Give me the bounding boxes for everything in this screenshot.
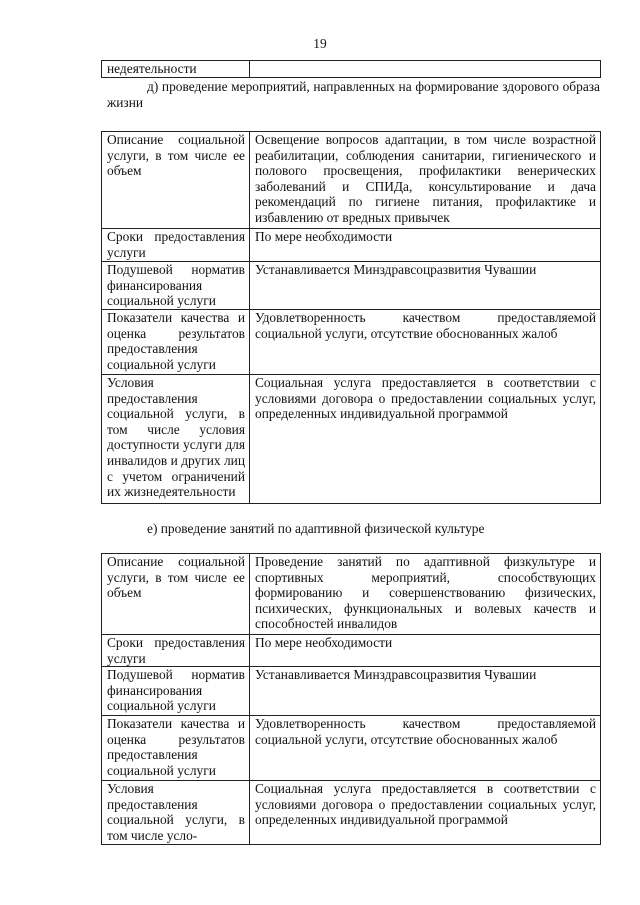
section-d-table bbox=[101, 131, 601, 504]
continuation-table bbox=[101, 60, 601, 78]
row-label: Условия предоставления социальной услуги, в том числе усло- bbox=[102, 781, 250, 844]
section-d-title: д) проведение мероприятий, направленных на формирование здорового образа жизни bbox=[107, 79, 600, 110]
row-label: Показатели качества и оценка результатов предоставления социальной услуги bbox=[102, 310, 250, 375]
row-label: Описание социальной услуги, в том числе ее объем bbox=[102, 132, 250, 229]
table-row bbox=[102, 310, 601, 375]
row-label: Сроки предоставления услуги bbox=[102, 635, 250, 667]
table-row bbox=[102, 716, 601, 781]
section-e-title: е) проведение занятий по адаптивной физической культуре bbox=[147, 521, 485, 536]
row-value: Удовлетворенность качеством предоставляемой социальной услуги, отсутствие обоснованных жалоб bbox=[250, 310, 601, 375]
row-label: Условия предоставления социальной услуги, в том числе условия доступности услуги для инвалидов и других лиц с учетом ограничений их жизнедеятельности bbox=[102, 375, 250, 504]
table-row bbox=[102, 635, 601, 667]
row-label: Подушевой норматив финансирования социальной услуги bbox=[102, 262, 250, 310]
row-value: Освещение вопросов адаптации, в том числе возрастной реабилитации, соблюдения санитарии, гигиенического и полового просвещения, профилактики венерических заболеваний и СПИДа, консультирование и дача рекомендаций по гигиене питания, профилактике и избавлению от вредных привычек bbox=[250, 132, 601, 229]
row-value bbox=[250, 61, 601, 78]
row-value: Проведение занятий по адаптивной физкультуре и спортивных мероприятий, способствующих формированию и совершенствованию физических, психических, функциональных и волевых качеств и способностей инвалидов bbox=[250, 554, 601, 635]
row-label: Показатели качества и оценка результатов предоставления социальной услуги bbox=[102, 716, 250, 781]
table-row bbox=[102, 554, 601, 635]
row-label: недеятельности bbox=[102, 61, 250, 78]
row-label: Подушевой норматив финансирования социальной услуги bbox=[102, 667, 250, 716]
table-row bbox=[102, 375, 601, 504]
row-label: Описание социальной услуги, в том числе ее объем bbox=[102, 554, 250, 635]
table-row bbox=[102, 262, 601, 310]
row-label: Сроки предоставления услуги bbox=[102, 229, 250, 262]
table-row bbox=[102, 781, 601, 844]
table-row bbox=[102, 61, 601, 78]
page-number: 19 bbox=[313, 36, 327, 51]
row-value: По мере необходимости bbox=[250, 229, 601, 262]
row-value: По мере необходимости bbox=[250, 635, 601, 667]
table-row bbox=[102, 132, 601, 229]
row-value: Социальная услуга предоставляется в соответствии с условиями договора о предоставлении социальных услуг, определенных индивидуальной программой bbox=[250, 781, 601, 844]
table-row bbox=[102, 229, 601, 262]
row-value: Удовлетворенность качеством предоставляемой социальной услуги, отсутствие обоснованных жалоб bbox=[250, 716, 601, 781]
table-row bbox=[102, 667, 601, 716]
row-value: Устанавливается Минздравсоцразвития Чувашии bbox=[250, 262, 601, 310]
row-value: Устанавливается Минздравсоцразвития Чувашии bbox=[250, 667, 601, 716]
section-e-table bbox=[101, 553, 601, 845]
row-value: Социальная услуга предоставляется в соответствии с условиями договора о предоставлении социальных услуг, определенных индивидуальной программой bbox=[250, 375, 601, 504]
